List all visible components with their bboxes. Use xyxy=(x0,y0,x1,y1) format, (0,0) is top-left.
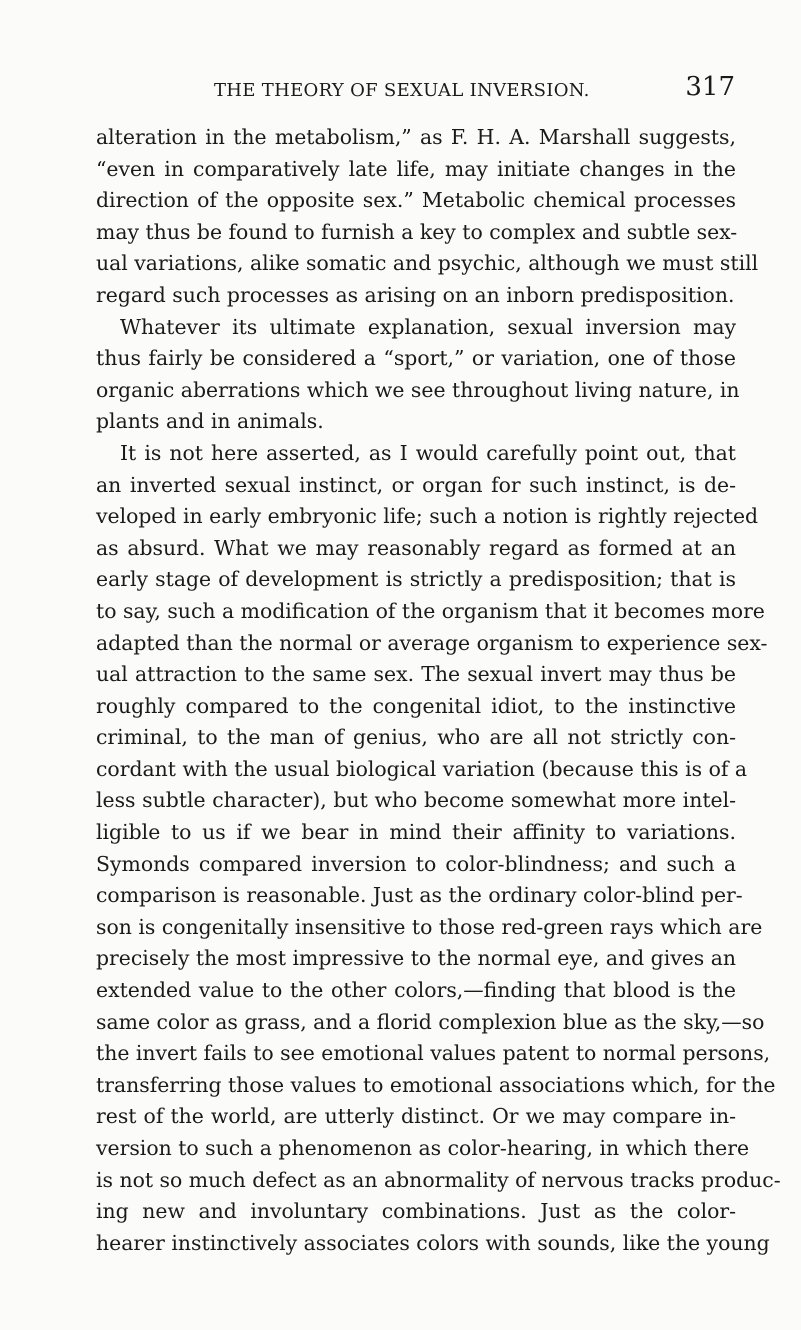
text-line: early stage of development is strictly a predisposition; that is xyxy=(96,567,736,592)
text-line: plants and in animals. xyxy=(96,409,324,434)
text-line: “even in comparatively late life, may initiate changes in the xyxy=(96,156,736,181)
text-line: son is congenitally insensitive to those red-green rays which are xyxy=(96,914,763,939)
text-line: is not so much defect as an abnormality of nervous tracks produc- xyxy=(96,1167,781,1192)
text-line: extended value to the other colors,—finding that blood is the xyxy=(96,978,736,1003)
text-line: It is not here asserted, as I would carefully point out, that xyxy=(120,440,736,465)
text-line: roughly compared to the congenital idiot, to the instinctive xyxy=(96,693,736,718)
text-line: ing new and involuntary combinations. Just as the color- xyxy=(96,1199,736,1224)
text-line: version to such a phenomenon as color-hearing, in which there xyxy=(96,1136,750,1160)
body-text xyxy=(96,122,781,1259)
text-line: Whatever its ultimate explanation, sexual inversion may xyxy=(120,314,736,339)
text-line: ligible to us if we bear in mind their affinity to variations. xyxy=(96,820,736,845)
text-line: hearer instinctively associates colors with sounds, like the young xyxy=(96,1230,770,1255)
text-line: as absurd. What we may reasonably regard as formed at an xyxy=(96,535,736,560)
text-line: direction of the opposite sex.” Metabolic chemical processes xyxy=(96,188,736,213)
text-line: may thus be found to furnish a key to complex and subtle sex- xyxy=(96,219,738,244)
text-line: alteration in the metabolism,” as F. H. A. Marshall suggests, xyxy=(96,125,736,149)
page-number: 317 xyxy=(685,72,735,102)
running-head: THE THEORY OF SEXUAL INVERSION. xyxy=(214,80,590,101)
text-line: to say, such a modification of the organism that it becomes more xyxy=(96,598,765,623)
text-line: the invert fails to see emotional values patent to normal persons, xyxy=(96,1041,771,1066)
text-line: cordant with the usual biological variation (because this is of a xyxy=(96,756,748,781)
text-line: Symonds compared inversion to color-blindness; and such a xyxy=(96,851,736,876)
text-line: an inverted sexual instinct, or organ for such instinct, is de- xyxy=(96,472,736,497)
text-line: thus fairly be considered a “sport,” or variation, one of those xyxy=(96,346,736,371)
text-line: organic aberrations which we see throughout living nature, in xyxy=(96,377,740,402)
text-line: less subtle character), but who become somewhat more intel- xyxy=(96,788,736,813)
text-line: ual variations, alike somatic and psychic, although we must still xyxy=(96,251,759,276)
text-line: criminal, to the man of genius, who are all not strictly con- xyxy=(96,725,736,750)
text-line: ual attraction to the same sex. The sexual invert may thus be xyxy=(96,662,736,687)
text-line: transferring those values to emotional associations which, for the xyxy=(96,1072,776,1097)
text-line: same color as grass, and a florid complexion blue as the sky,—so xyxy=(96,1009,765,1034)
text-line: regard such processes as arising on an inborn predisposition. xyxy=(96,282,735,307)
text-line: adapted than the normal or average organism to experience sex- xyxy=(96,630,768,655)
text-line: precisely the most impressive to the normal eye, and gives an xyxy=(96,946,737,971)
page-header xyxy=(96,72,735,112)
text-line: comparison is reasonable. Just as the ordinary color-blind per- xyxy=(96,883,743,908)
text-line: veloped in early embryonic life; such a notion is rightly rejected xyxy=(96,504,759,529)
text-line: rest of the world, are utterly distinct. Or we may compare in- xyxy=(96,1104,736,1129)
